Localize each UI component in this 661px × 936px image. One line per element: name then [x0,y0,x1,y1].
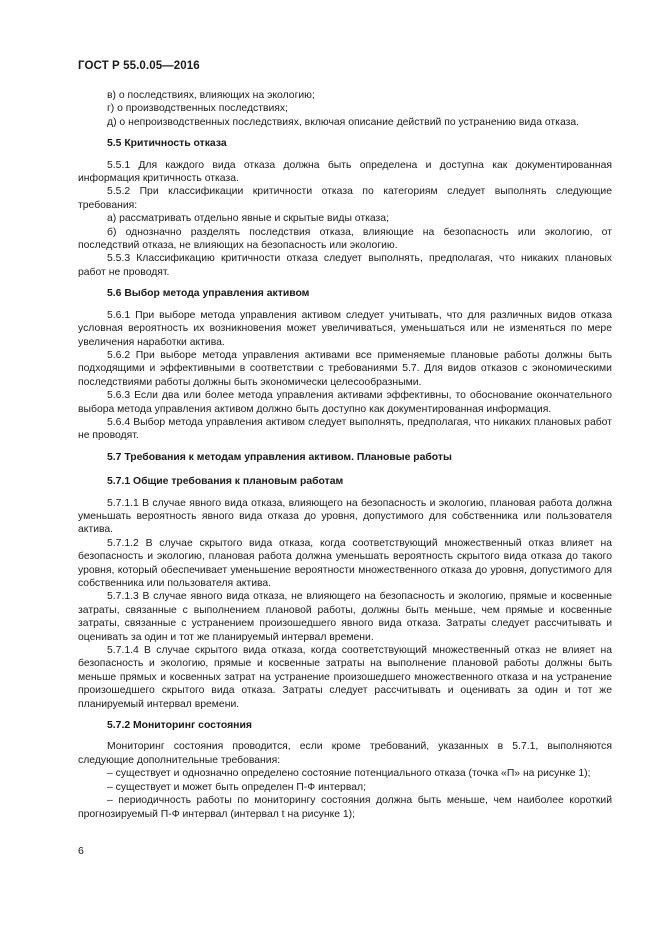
paragraph: 5.7.1.2 В случае скрытого вида отказа, когда соответствующий множественный отказ влияет на безопасность и экологию, плановая работа должна уменьшать вероятность скрытого вида отказа до такого уровня, который обеспечивает уменьшение вероятности множественного отказа до уровня, допустимого для собственника или пользователя актива. [78,537,612,589]
paragraph: 5.6.1 При выборе метода управления активом следует учитывать, что для различных видов отказа условная вероятность их возникновения может увеличиваться, уменьшаться или не изменяться по мере увеличения наработки актива. [78,309,612,348]
section-heading: 5.7 Требования к методам управления активом. Плановые работы [107,451,452,463]
paragraph: 5.6.3 Если два или более метода управления активами эффективны, то обоснование окончательного выбора метода управления активом должно быть доступно как документированная информация. [78,390,612,415]
section-heading: 5.6 Выбор метода управления активом [107,288,310,300]
document-body [78,89,612,821]
document-header: ГОСТ Р 55.0.05—2016 [78,60,200,72]
subsection-heading: 5.7.2 Мониторинг состояния [107,720,252,732]
paragraph: 5.5.1 Для каждого вида отказа должна быть определена и доступна как документированная информация критичность отказа. [78,159,612,185]
list-item: в) о последствиях, влияющих на экологию; [107,90,315,101]
page-number: 6 [78,845,84,857]
list-item: г) о производственных последствиях; [107,103,288,115]
list-item: а) рассматривать отдельно явные и скрытые виды отказа; [107,213,389,225]
paragraph: 5.5.3 Классификацию критичности отказа следует выполнять, предполагая, что никаких плановых работ не проводят. [78,253,612,278]
paragraph: 5.7.1.1 В случае явного вида отказа, влияющего на безопасность и экологию, плановая работа должна уменьшать вероятность явного вида отказа до уровня, допустимого для собственника или пользователя актива. [78,497,612,536]
paragraph: 5.6.4 Выбор метода управления активом следует выполнять, предполагая, что никаких плановых работ не проводят. [78,416,612,442]
paragraph: 5.6.2 При выборе метода управления активами все применяемые плановые работы должны быть подходящими и эффективными в соответствии с требованиями 5.7. Для видов отказов с экономическими последствиями работы должны быть экономически целесообразными. [78,349,612,388]
list-item: – существует и однозначно определено состояние потенциального отказа (точка «П» на рисунке 1); [107,768,591,780]
list-item: – периодичность работы по мониторингу состояния должна быть меньше, чем наиболее короткий прогнозируемый П-Ф интервал (интервал t на рисунке 1); [78,795,612,820]
section-heading: 5.5 Критичность отказа [107,138,227,150]
paragraph: 5.7.1.4 В случае скрытого вида отказа, когда соответствующий множественный отказ не влияет на безопасность и экологию, прямые и косвенные затраты на выполнение плановой работы должны быть меньше прямых и косвенных затрат на устранение произошедшего множественного отказа и на устранение произошедшего скрытого вида отказа. Затраты следует рассчитывать и оценивать за один и тот же планируемый интервал времени. [78,645,612,710]
list-item: д) о непроизводственных последствиях, включая описание действий по устранению вида отказа. [107,116,580,128]
paragraph: 5.7.1.3 В случае явного вида отказа, не влияющего на безопасность и экологию, прямые и косвенные затраты, связанные с выполнением плановой работы, должны быть меньше, чем прямые и косвенные затраты, связанные с устранением произошедшего явного вида отказа. Затраты следует рассчитывать и оценивать за один и тот же планируемый интервал времени. [78,591,612,643]
paragraph: 5.5.2 При классификации критичности отказа по категориям следует выполнять следующие требования: [78,186,612,211]
subsection-heading: 5.7.1 Общие требования к плановым работам [107,476,344,488]
list-item: – существует и может быть определен П-Ф интервал; [107,781,366,793]
list-item: б) однозначно разделять последствия отказа, влияющие на безопасность или экологию, от последствий отказа, не влияющих на безопасность или экологию. [78,226,612,252]
paragraph: Мониторинг состояния проводится, если кроме требований, указанных в 5.7.1, выполняются следующие дополнительные требования: [78,741,612,766]
